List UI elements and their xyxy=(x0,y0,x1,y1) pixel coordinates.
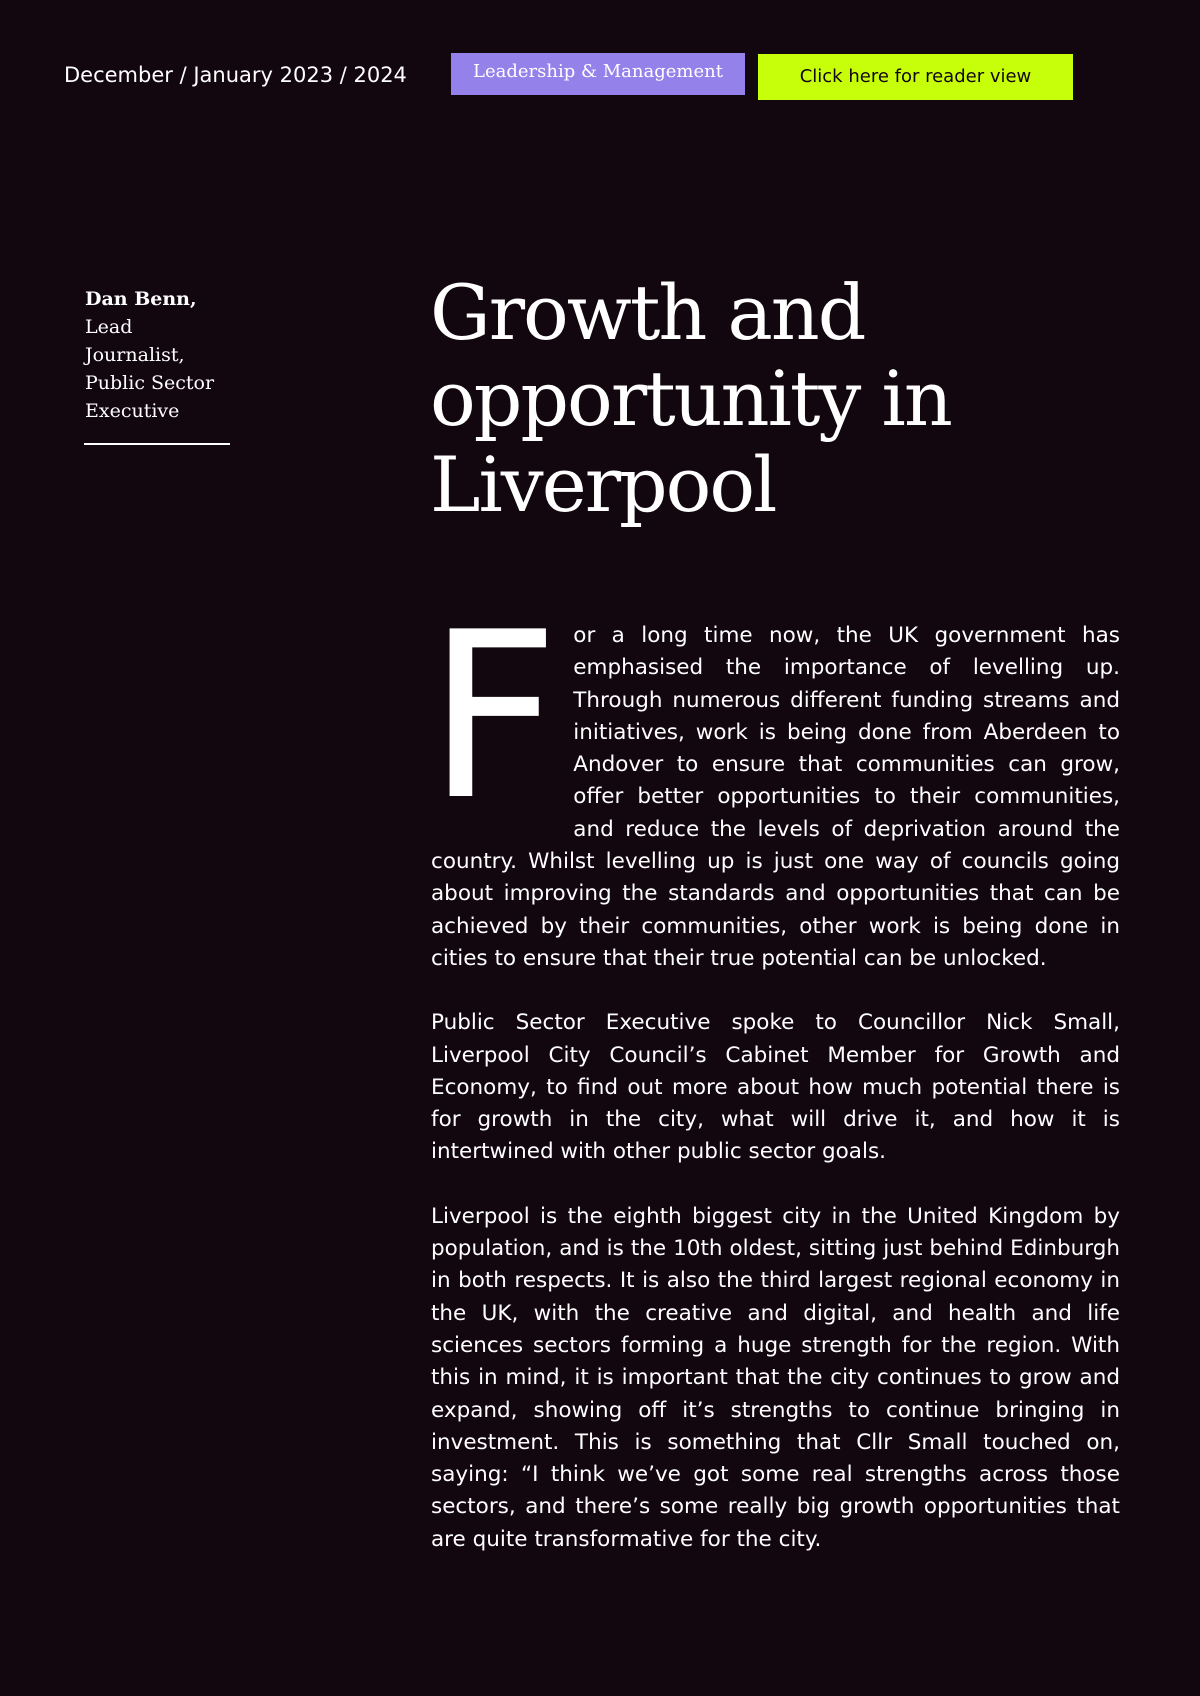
article-paragraph: Public Sector Executive spoke to Councillor Nick Small, Liverpool City Council’s Cabinet Member for Growth and Economy, to find out more about how much potential there is for growth in the city, what will drive it, and how it is intertwined with other public sector goals. xyxy=(431,1010,1120,1165)
headline-line: opportunity in xyxy=(430,354,951,443)
article-paragraph xyxy=(427,584,1120,975)
headline-line: Growth and xyxy=(430,268,865,357)
author-role-line: Public Sector xyxy=(85,372,215,394)
author-role-line: Lead xyxy=(85,316,133,338)
issue-date: December / January 2023 / 2024 xyxy=(64,63,407,87)
article-paragraph: Liverpool is the eighth biggest city in the United Kingdom by population, and is the 10th oldest, sitting just behind Edinburgh in both respects. It is also the third largest regional economy in the UK, with the creative and digital, and health and life sciences sectors forming a huge strength for the region. With this in mind, it is important that the city continues to grow and expand, showing off it’s strengths to continue bringing in investment. This is something that Cllr Small touched on, saying: “I think we’ve got some real strengths across those sectors, and there’s some really big growth opportunities that are quite transformative for the city. xyxy=(431,1203,1120,1552)
reader-view-button[interactable]: Click here for reader view xyxy=(758,54,1073,100)
headline-line: Liverpool xyxy=(430,440,776,529)
drop-cap: F xyxy=(427,584,560,851)
category-tag[interactable]: Leadership & Management xyxy=(451,53,745,95)
author-byline xyxy=(85,285,245,425)
author-role-line: Journalist, xyxy=(85,344,185,366)
article-headline xyxy=(430,270,1120,528)
paragraph-text: or a long time now, the UK government has emphasised the importance of levelling up. Through numerous different funding streams and initiatives, work is being done from Aberdeen to Andover to ensure that communities can grow, offer better opportunities to their communities, and reduce the levels of deprivation around the country. Whilst levelling up is just one way of councils going about improving the standards and opportunities that can be achieved by their communities, other work is being done in cities to ensure that their true potential can be unlocked. xyxy=(431,623,1120,971)
article-body xyxy=(427,584,1120,1588)
author-name: Dan Benn, xyxy=(85,288,197,310)
author-role-line: Executive xyxy=(85,400,180,422)
author-divider xyxy=(84,443,230,445)
